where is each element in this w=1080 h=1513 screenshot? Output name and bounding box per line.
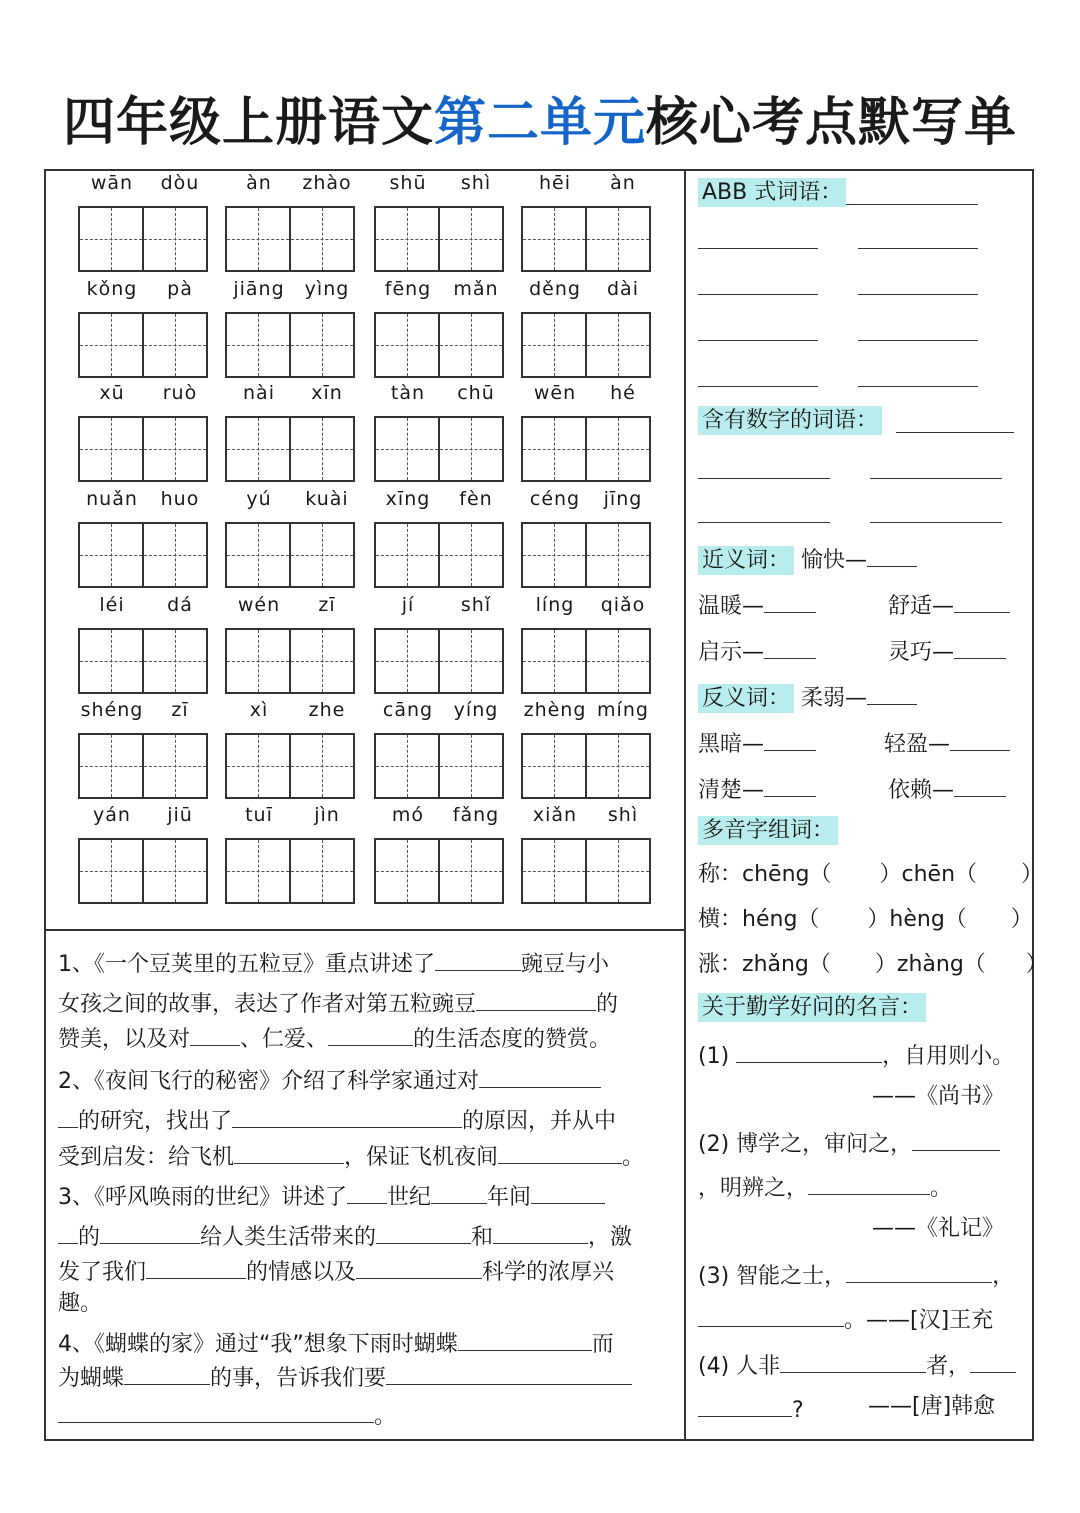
pinyin-syllable: zhèng — [523, 699, 587, 721]
tian-zi-ge-box[interactable] — [225, 312, 291, 378]
pinyin-syllable: wén — [237, 594, 281, 616]
tian-zi-ge-box[interactable] — [289, 838, 355, 904]
pinyin-syllable: huo — [160, 488, 200, 510]
pinyin-syllable: yú — [246, 488, 272, 510]
pinyin-label — [521, 488, 657, 510]
pinyin-syllable: xū — [99, 382, 125, 404]
tian-zi-ge-box[interactable] — [585, 416, 651, 482]
polyphone-item: 横：héng（ ）hèng（ ） — [698, 907, 1033, 932]
pinyin-syllable: fǎng — [452, 804, 500, 826]
pinyin-syllable: dài — [607, 278, 639, 300]
quote-2-source: ——《礼记》 — [872, 1216, 1005, 1241]
pinyin-syllable: jiū — [167, 804, 193, 826]
tian-zi-ge-box[interactable] — [438, 733, 504, 799]
pinyin-syllable: xīng — [385, 488, 431, 510]
tian-zi-ge-box[interactable] — [374, 628, 440, 694]
pinyin-syllable: líng — [535, 594, 575, 616]
antonym-item: 依赖— — [888, 774, 1006, 804]
pinyin-syllable: yíng — [453, 699, 499, 721]
pinyin-syllable: fèn — [459, 488, 493, 510]
column-divider — [684, 169, 686, 1441]
pinyin-label — [225, 594, 361, 616]
tian-zi-ge-box[interactable] — [438, 838, 504, 904]
pinyin-label — [521, 699, 657, 721]
quote-3: (3) 智能之士， ， — [698, 1260, 1014, 1290]
tian-zi-ge-box[interactable] — [289, 733, 355, 799]
pinyin-syllable: děng — [529, 278, 581, 300]
tian-zi-ge-box[interactable] — [78, 312, 144, 378]
abb-heading: ABB 式词语： — [698, 180, 846, 206]
antonym-item: 清楚— — [698, 774, 816, 804]
pinyin-label — [521, 804, 657, 826]
pinyin-syllable: xì — [249, 699, 269, 721]
quote-2-cont: ，明辨之， 。 — [698, 1172, 952, 1202]
pinyin-label — [374, 594, 510, 616]
tian-zi-ge-box[interactable] — [225, 522, 291, 588]
pinyin-label — [225, 278, 361, 300]
tian-zi-ge-box[interactable] — [521, 522, 587, 588]
synonym-item: 舒适— — [888, 590, 1010, 620]
tian-zi-ge-box[interactable] — [78, 733, 144, 799]
synonym-item: 启示— — [698, 636, 816, 666]
pinyin-syllable: chū — [457, 382, 495, 404]
tian-zi-ge-box[interactable] — [142, 628, 208, 694]
tian-zi-ge-box[interactable] — [78, 838, 144, 904]
pinyin-label — [78, 488, 214, 510]
pinyin-syllable: àn — [246, 172, 272, 194]
tian-zi-ge-box[interactable] — [289, 416, 355, 482]
pinyin-syllable: jìn — [314, 804, 340, 826]
synonym-item: 温暖— — [698, 590, 816, 620]
tian-zi-ge-box[interactable] — [78, 522, 144, 588]
pinyin-label — [225, 804, 361, 826]
pinyin-syllable: shì — [460, 172, 492, 194]
tian-zi-ge-box[interactable] — [142, 522, 208, 588]
tian-zi-ge-box[interactable] — [225, 206, 291, 272]
tian-zi-ge-box[interactable] — [521, 416, 587, 482]
antonym-item: 黑暗— — [698, 728, 816, 758]
pinyin-label — [521, 172, 657, 194]
tian-zi-ge-box[interactable] — [374, 838, 440, 904]
tian-zi-ge-box[interactable] — [585, 312, 651, 378]
pinyin-syllable: shū — [389, 172, 427, 194]
quote-4-source: ——[唐]韩愈 — [868, 1394, 996, 1419]
pinyin-syllable: yán — [93, 804, 131, 826]
pinyin-syllable: kuài — [305, 488, 349, 510]
tian-zi-ge-box[interactable] — [585, 628, 651, 694]
pinyin-syllable: dòu — [160, 172, 200, 194]
tian-zi-ge-box[interactable] — [78, 628, 144, 694]
pinyin-label — [225, 382, 361, 404]
pinyin-label — [225, 172, 361, 194]
tian-zi-ge-box[interactable] — [438, 628, 504, 694]
pinyin-syllable: ruò — [162, 382, 198, 404]
quote-1-source: ——《尚书》 — [872, 1084, 1005, 1109]
pinyin-label — [78, 594, 214, 616]
tian-zi-ge-box[interactable] — [521, 838, 587, 904]
pinyin-label — [374, 804, 510, 826]
tian-zi-ge-box[interactable] — [585, 838, 651, 904]
antonym-item: 轻盈— — [884, 728, 1010, 758]
pinyin-label — [374, 699, 510, 721]
tian-zi-ge-box[interactable] — [289, 312, 355, 378]
pinyin-label — [374, 382, 510, 404]
pinyin-syllable: wān — [90, 172, 134, 194]
synonym-item: 灵巧— — [888, 636, 1006, 666]
tian-zi-ge-box[interactable] — [585, 206, 651, 272]
pinyin-syllable: xiǎn — [532, 804, 578, 826]
pinyin-label — [374, 278, 510, 300]
pinyin-label — [78, 382, 214, 404]
pinyin-syllable: dá — [167, 594, 193, 616]
pinyin-syllable: pà — [167, 278, 193, 300]
pinyin-label — [78, 804, 214, 826]
tian-zi-ge-box[interactable] — [225, 838, 291, 904]
page-title: 四年级上册语文第二单元核心考点默写单 — [62, 93, 1018, 153]
tian-zi-ge-box[interactable] — [438, 206, 504, 272]
tian-zi-ge-box[interactable] — [374, 522, 440, 588]
pinyin-label — [374, 172, 510, 194]
tian-zi-ge-box[interactable] — [142, 312, 208, 378]
pinyin-syllable: jīng — [603, 488, 643, 510]
tian-zi-ge-box[interactable] — [521, 628, 587, 694]
tian-zi-ge-box[interactable] — [142, 206, 208, 272]
pinyin-label — [225, 699, 361, 721]
pinyin-syllable: jiāng — [233, 278, 285, 300]
tian-zi-ge-box[interactable] — [521, 733, 587, 799]
pinyin-syllable: tuī — [245, 804, 273, 826]
pinyin-syllable: zhe — [308, 699, 346, 721]
pinyin-syllable: àn — [610, 172, 636, 194]
pinyin-label — [521, 594, 657, 616]
pinyin-syllable: hé — [610, 382, 636, 404]
tian-zi-ge-box[interactable] — [142, 416, 208, 482]
pinyin-syllable: tàn — [390, 382, 426, 404]
tian-zi-ge-box[interactable] — [438, 522, 504, 588]
pinyin-syllable: shéng — [80, 699, 144, 721]
pinyin-label — [374, 488, 510, 510]
antonyms-section: 反义词： 柔弱— — [698, 682, 917, 712]
quote-1: (1) ，自用则小。 — [698, 1040, 1014, 1070]
tian-zi-ge-box[interactable] — [289, 522, 355, 588]
tian-zi-ge-box[interactable] — [225, 628, 291, 694]
tian-zi-ge-box[interactable] — [225, 416, 291, 482]
pinyin-syllable: mó — [391, 804, 425, 826]
tian-zi-ge-box[interactable] — [142, 733, 208, 799]
tian-zi-ge-box[interactable] — [438, 416, 504, 482]
tian-zi-ge-box[interactable] — [78, 206, 144, 272]
pinyin-syllable: céng — [529, 488, 581, 510]
pinyin-syllable: mǎn — [453, 278, 499, 300]
pinyin-syllable: nài — [243, 382, 275, 404]
pinyin-syllable: zī — [171, 699, 189, 721]
pinyin-label — [78, 278, 214, 300]
tian-zi-ge-box[interactable] — [225, 733, 291, 799]
tian-zi-ge-box[interactable] — [289, 206, 355, 272]
polyphone-heading: 多音字组词： — [698, 818, 838, 844]
tian-zi-ge-box[interactable] — [585, 522, 651, 588]
polyphone-item: 涨：zhǎng（ ）zhàng（ ） — [698, 952, 1048, 977]
tian-zi-ge-box[interactable] — [289, 628, 355, 694]
pinyin-label — [521, 278, 657, 300]
pinyin-syllable: nuǎn — [86, 488, 138, 510]
pinyin-syllable: kǒng — [86, 278, 138, 300]
pinyin-syllable: wēn — [533, 382, 577, 404]
quotes-heading: 关于勤学好问的名言： — [698, 995, 926, 1021]
pinyin-syllable: zī — [318, 594, 336, 616]
pinyin-syllable: zhào — [302, 172, 352, 194]
tian-zi-ge-box[interactable] — [585, 733, 651, 799]
pinyin-syllable: shǐ — [460, 594, 492, 616]
tian-zi-ge-box[interactable] — [374, 206, 440, 272]
pinyin-syllable: shì — [607, 804, 639, 826]
section-divider — [44, 929, 685, 931]
synonyms-section: 近义词： 愉快— — [698, 544, 917, 574]
pinyin-syllable: yìng — [304, 278, 350, 300]
quote-4-cont: ? — [698, 1394, 804, 1424]
pinyin-syllable: fēng — [384, 278, 432, 300]
tian-zi-ge-box[interactable] — [438, 312, 504, 378]
pinyin-syllable: jí — [401, 594, 415, 616]
quote-4: (4) 人非 者， — [698, 1350, 1016, 1380]
pinyin-syllable: léi — [99, 594, 125, 616]
tian-zi-ge-box[interactable] — [374, 312, 440, 378]
tian-zi-ge-box[interactable] — [78, 416, 144, 482]
tian-zi-ge-box[interactable] — [521, 312, 587, 378]
number-words-heading: 含有数字的词语： — [698, 408, 882, 434]
pinyin-syllable: qiǎo — [600, 594, 646, 616]
pinyin-label — [78, 172, 214, 194]
pinyin-syllable: míng — [597, 699, 649, 721]
pinyin-label — [521, 382, 657, 404]
tian-zi-ge-box[interactable] — [521, 206, 587, 272]
pinyin-syllable: xīn — [311, 382, 343, 404]
tian-zi-ge-box[interactable] — [374, 416, 440, 482]
quote-3-cont: 。——[汉]王充 — [698, 1304, 993, 1334]
pinyin-syllable: cāng — [382, 699, 434, 721]
tian-zi-ge-box[interactable] — [142, 838, 208, 904]
pinyin-label — [78, 699, 214, 721]
tian-zi-ge-box[interactable] — [374, 733, 440, 799]
polyphone-item: 称：chēng（ ）chēn（ ） — [698, 862, 1044, 887]
pinyin-label — [225, 488, 361, 510]
pinyin-syllable: hēi — [538, 172, 571, 194]
quote-2: (2) 博学之，审问之， — [698, 1128, 1000, 1158]
